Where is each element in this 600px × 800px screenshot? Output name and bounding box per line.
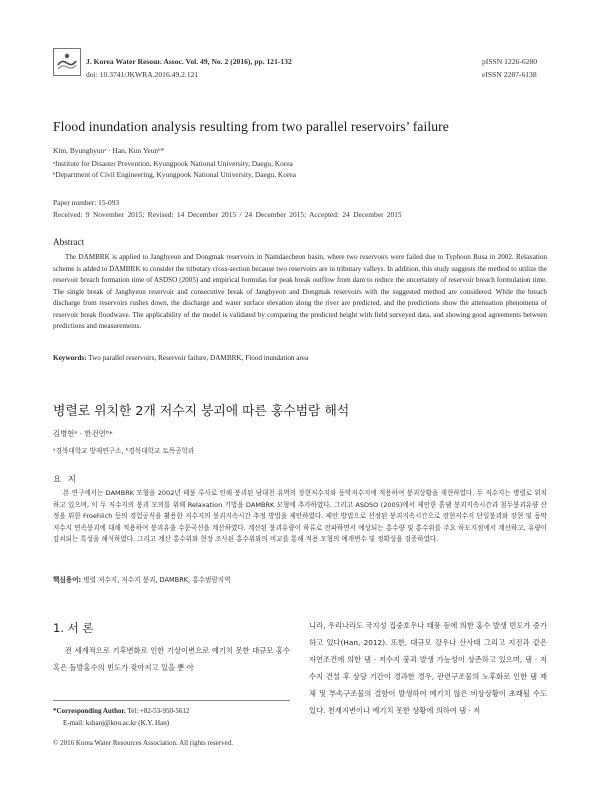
section-heading-intro: 1. 서 론 (53, 621, 94, 635)
keywords-ko-text: 병렬 저수지, 저수지 붕괴, DAMBRK, 홍수범람지역 (83, 576, 231, 584)
affiliation-b: ᵇDepartment of Civil Engineering, Kyungpook National University, Daegu, Korea (53, 170, 296, 179)
affiliations-ko: ᵃ경북대학교 방재연구소, ᵇ경북대학교 토목공학과 (53, 447, 195, 455)
journal-logo-icon (54, 49, 80, 75)
intro-left-column: 전 세계적으로 기후변화로 인한 기상이변으로 예기치 못한 대규모 홍수 혹은 돌발홍수의 빈도가 잦아지고 있을 뿐 아 (53, 646, 290, 672)
submission-dates: Received: 9 November 2015; Revised: 14 December 2015 / 24 December 2015; Accepted: 24 December 2015 (53, 210, 402, 219)
authors-ko: 김병현ᵃ · 한건연ᵇ* (53, 429, 113, 438)
abstract-ko-heading: 요 지 (53, 474, 76, 484)
paper-title-ko: 병렬로 위치한 2개 저수지 붕괴에 따른 홍수범람 해석 (53, 404, 350, 419)
keywords-ko-label: 핵심용어: (53, 576, 82, 584)
keywords-label: Keywords: (53, 354, 87, 362)
doi[interactable]: doi: 10.3741/JKWRA.2016.49.2.121 (86, 70, 199, 79)
correspondence-line (53, 706, 189, 718)
journal-citation: J. Korea Water Resour. Assoc. Vol. 49, No. 2 (2016), pp. 121-132 (86, 57, 292, 66)
journal-logo (53, 48, 81, 76)
keywords-en (53, 354, 308, 362)
copyright: © 2016 Korea Water Resources Association. All rights reserved. (53, 739, 233, 747)
pissn: pISSN 1226-6280 (482, 57, 538, 66)
correspondence-note (53, 706, 189, 729)
keywords-ko (53, 574, 231, 584)
keywords-text: Two parallel reservoirs, Reservoir failure, DAMBRK, Flood inundation area (88, 354, 309, 362)
paper-title-en: Flood inundation analysis resulting from two parallel reservoirs’ failure (53, 119, 449, 134)
intro-right-column: 니라, 우리나라도 국지성 집중호우나 태풍 등에 의한 홍수 발생 빈도가 증가하고 있다(Han, 2012). 또한, 대규모 강우나 산사태 그리고 지진과 같은 자연조건에 의한 댐 · 저수지 붕괴 발생 가능성이 상존하고 있으며, 댐 · 저수지 건설 후 상당 기간이 경과한 경우, 관련구조물의 노후화로 인한 댐 제체 및 부속구조물의 결함이 발생하여 예기치 않은 비상상황이 초래될 수도 있다. 천재지변이나 예기치 못한 상황에 의하여 댐 · 저 (309, 621, 547, 715)
corresponding-email[interactable]: E-mail: kshanj@knu.ac.kr (K.Y. Han) (63, 718, 170, 727)
abstract-ko-body: 본 연구에서는 DAMBRK 모형을 2002년 태풍 루사로 인해 붕괴된 남대천 유역의 장현저수지와 동막저수지에 적용하여 붕괴상황을 재현하였다. 두 저수지는 병렬로 위치하고 있으며, 이 두 저수지의 붕괴 모의를 위해 Relaxation 기법을 DAMBRK 모형에 추가하였다. 그리고 ASDSO (2005)에서 제안한 흙댐 붕괴지속시간과 첨두붕괴유량 산정을 위한 Froehlich 등의 경험공식을 활용한 저수지의 붕괴지속시간 추정 방법을 제안하였다. 제안 방법으로 선정된 붕괴지속시간으로 장현저수지 단일붕괴와 장현 및 동막저수지 연속붕괴에 대해 적용하여 붕괴유출 수문곡선을 계산하였다. 계산된 붕괴유량이 하류로 전파하면서 예상되는 홍수량 및 홍수위를 주요 하도지점에서 계산하고, 유량이 감쇠되는 특성을 해석하였다. 그리고 계산 홍수위와 현장 조사된 홍수위와의 비교를 통해 적용 모형의 예개변수 및 정확성을 검증하였다. (53, 489, 547, 544)
corresponding-label: *Corresponding Author. (53, 707, 126, 715)
abstract-body: The DAMBRK is applied to Janghyeon and Dongmak reservoirs in Namdaecheon basin, where two reservoirs were failed due to Typhoon Rusa in 2002. Relaxation scheme is added to DAMBRK to consider the tributary cross-section because two reservoirs are in tributary valleys. In addition, this study suggests the method to utilize the reservoir breach formation time of ASDSO (2005) and empirical formulas for peak break outflow from dam to reduce the uncertainty of reservoir breach formulation time. The single break of Janghyeon reservoir and consecutive break of Janghyeon and Dongmak reservoirs with the suggested method are considered. While the breach discharge from reservoirs rushes down, the discharge and water surface elevation along the river are predicted, and the predictions show the attenuation phenomena of reservoir break floodwave. The applicability of the model is validated by comparing the predicted height with field surveyed data, and showing good agreements between predictions and measurements. (53, 253, 547, 331)
authors-en: Kim, Byunghyunᵃ · Han, Kun Yeunᵇ* (53, 146, 165, 155)
footnote-rule (53, 700, 290, 701)
paper-number: Paper number: 15-093 (53, 198, 120, 207)
eissn: eISSN 2287-6138 (482, 70, 537, 79)
affiliation-a: ᵃInstitute for Disaster Prevention, Kyungpook National University, Daegu, Korea (53, 159, 293, 168)
corresponding-tel: Tel: +82-53-950-5612 (125, 707, 190, 715)
abstract-heading: Abstract (53, 237, 85, 247)
